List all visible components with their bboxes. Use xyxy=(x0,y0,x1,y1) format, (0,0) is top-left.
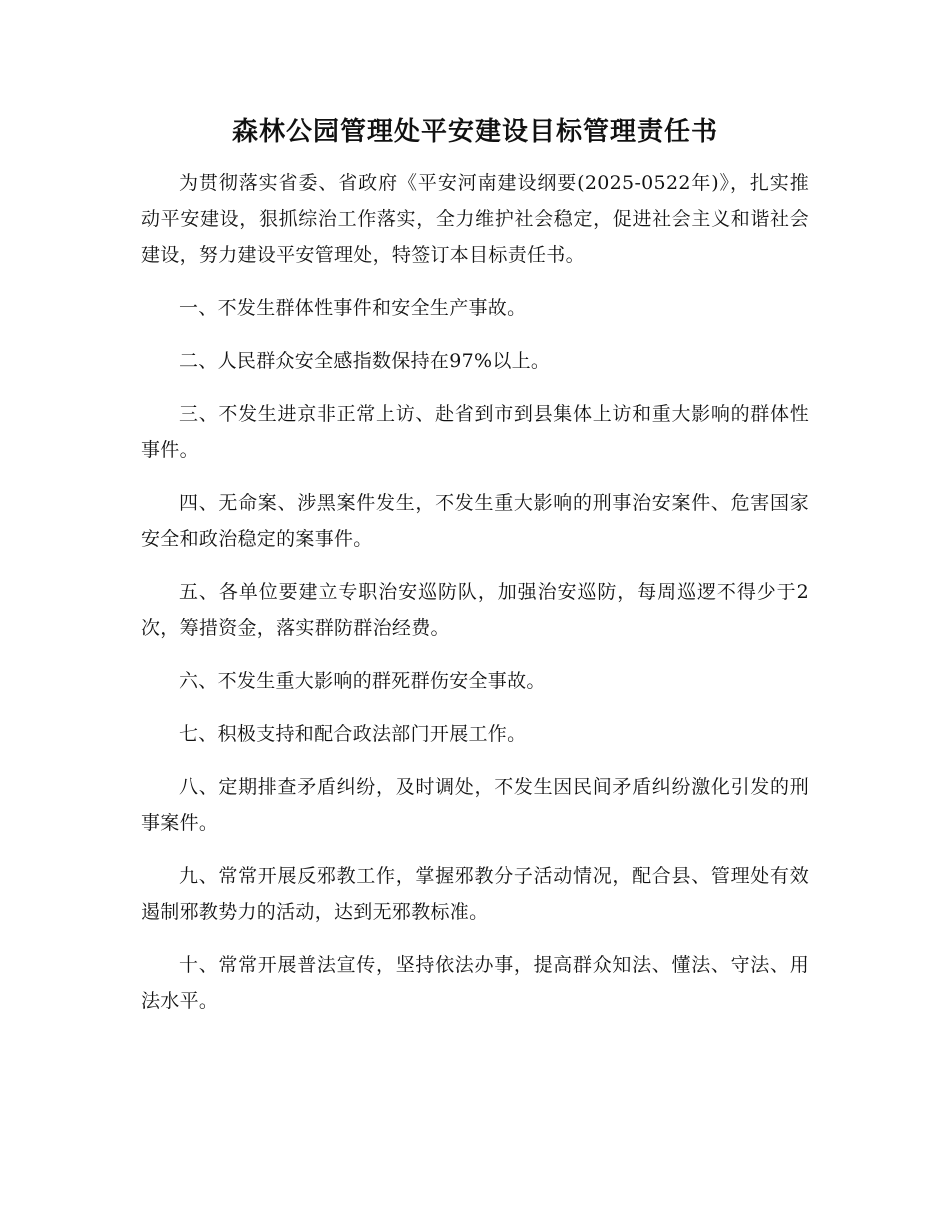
item-paragraph-8: 八、定期排查矛盾纠纷，及时调处，不发生因民间矛盾纠纷激化引发的刑事案件。 xyxy=(141,776,809,834)
item-paragraph-6: 六、不发生重大影响的群死群伤安全事故。 xyxy=(179,670,546,692)
document-body xyxy=(141,165,809,1036)
item-paragraph-4: 四、无命案、涉黑案件发生，不发生重大影响的刑事治安案件、危害国家安全和政治稳定的案事件。 xyxy=(141,492,809,550)
intro-paragraph: 为贯彻落实省委、省政府《平安河南建设纲要(2025-0522年)》，扎实推动平安建设，狠抓综治工作落实，全力维护社会稳定，促进社会主义和谐社会建设，努力建设平安管理处，特签订本目标责任书。 xyxy=(141,172,809,266)
item-paragraph-7: 七、积极支持和配合政法部门开展工作。 xyxy=(179,723,527,745)
item-paragraph-3: 三、不发生进京非正常上访、赴省到市到县集体上访和重大影响的群体性事件。 xyxy=(141,403,809,461)
item-paragraph-9: 九、常常开展反邪教工作，掌握邪教分子活动情况，配合县、管理处有效遏制邪教势力的活动，达到无邪教标准。 xyxy=(141,865,809,923)
item-paragraph-1: 一、不发生群体性事件和安全生产事故。 xyxy=(179,297,527,319)
item-paragraph-5: 五、各单位要建立专职治安巡防队，加强治安巡防，每周巡逻不得少于2次，筹措资金，落实群防群治经费。 xyxy=(141,581,809,639)
item-paragraph-2: 二、人民群众安全感指数保持在97%以上。 xyxy=(179,350,551,372)
document-title: 森林公园管理处平安建设目标管理责任书 xyxy=(231,117,718,147)
item-paragraph-10: 十、常常开展普法宣传，坚持依法办事，提高群众知法、懂法、守法、用法水平。 xyxy=(141,954,809,1012)
